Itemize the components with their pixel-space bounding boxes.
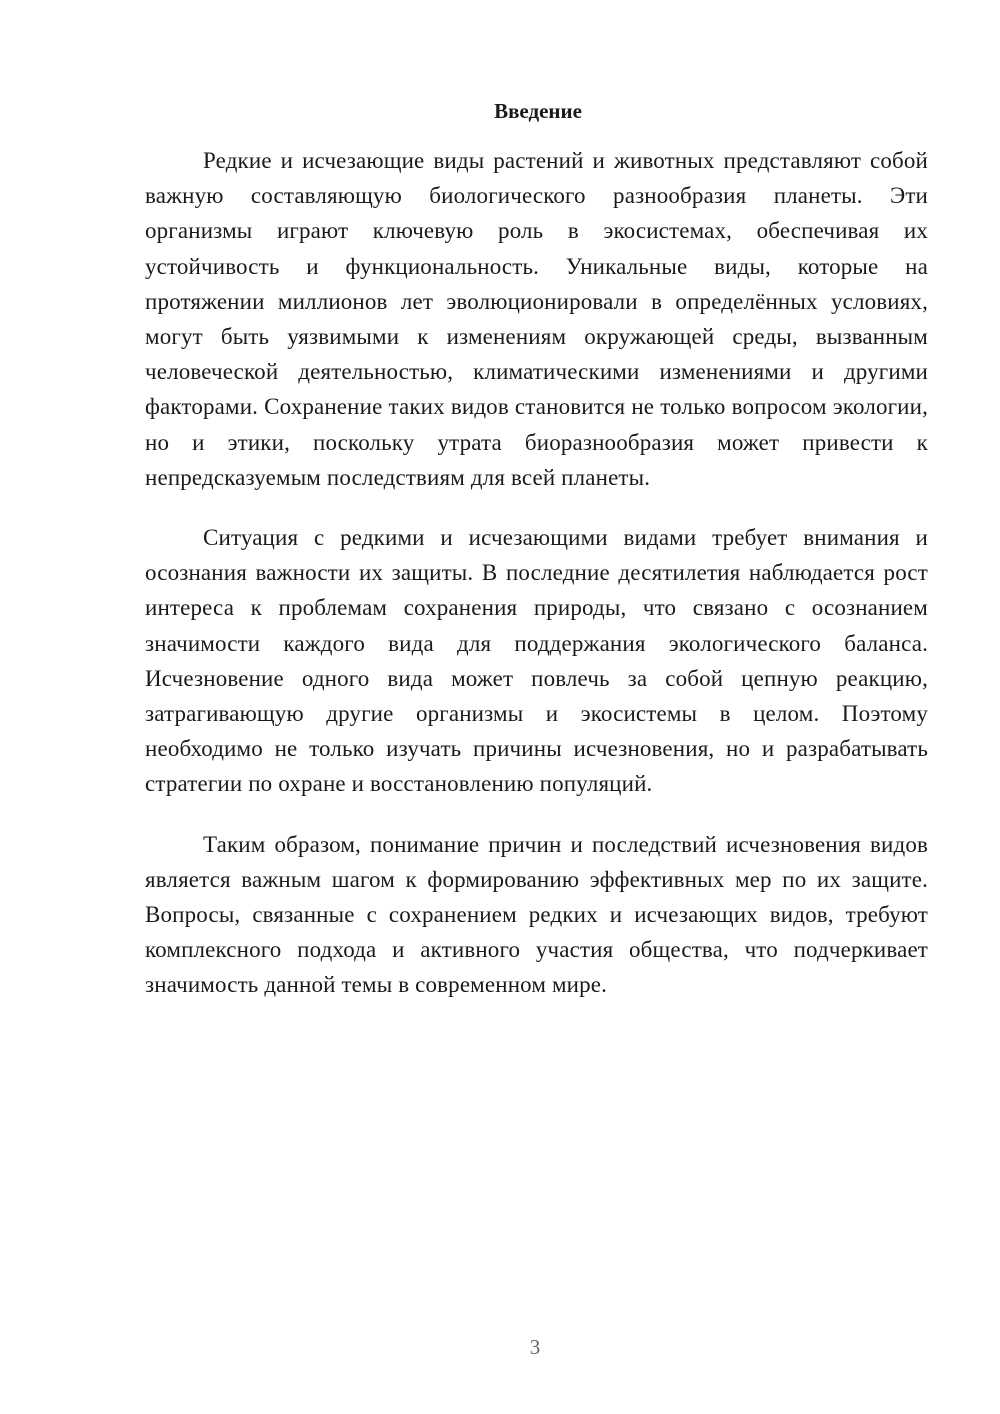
paragraph-2: Ситуация с редкими и исчезающими видами требует внимания и осознания важности их защиты. В последние десятилетия наблюдается рост интереса к проблемам сохранения природы, что связано с осознанием значимости каждого вида для поддержания экологического баланса. Исчезновение одного вида может повлечь за собой цепную реакцию, затрагивающую другие организмы и экосистемы в целом. Поэтому необходимо не только изучать причины исчезновения, но и разрабатывать стратегии по охране и восстановлению популяций. [145, 525, 928, 797]
page-number: 3 [529, 1335, 541, 1359]
paragraph-3: Таким образом, понимание причин и последствий исчезновения видов является важным шагом к формированию эффективных мер по их защите. Вопросы, связанные с сохранением редких и исчезающих видов, требуют комплексного подхода и активного участия общества, что подчеркивает значимость данной темы в современном мире. [145, 831, 928, 998]
section-title: Введение [494, 99, 582, 123]
page-content [145, 96, 928, 1003]
paragraph-1: Редкие и исчезающие виды растений и животных представляют собой важную составляющую биологического разнообразия планеты. Эти организмы играют ключевую роль в экосистемах, обеспечивая их устойчивость и функциональность. Уникальные виды, которые на протяжении миллионов лет эволюционировали в определённых условиях, могут быть уязвимыми к изменениям окружающей среды, вызванным человеческой деятельностью, климатическими изменениями и другими факторами. Сохранение таких видов становится не только вопросом экологии, но и этики, поскольку утрата биоразнообразия может привести к непредсказуемым последствиям для всей планеты. [145, 148, 928, 490]
